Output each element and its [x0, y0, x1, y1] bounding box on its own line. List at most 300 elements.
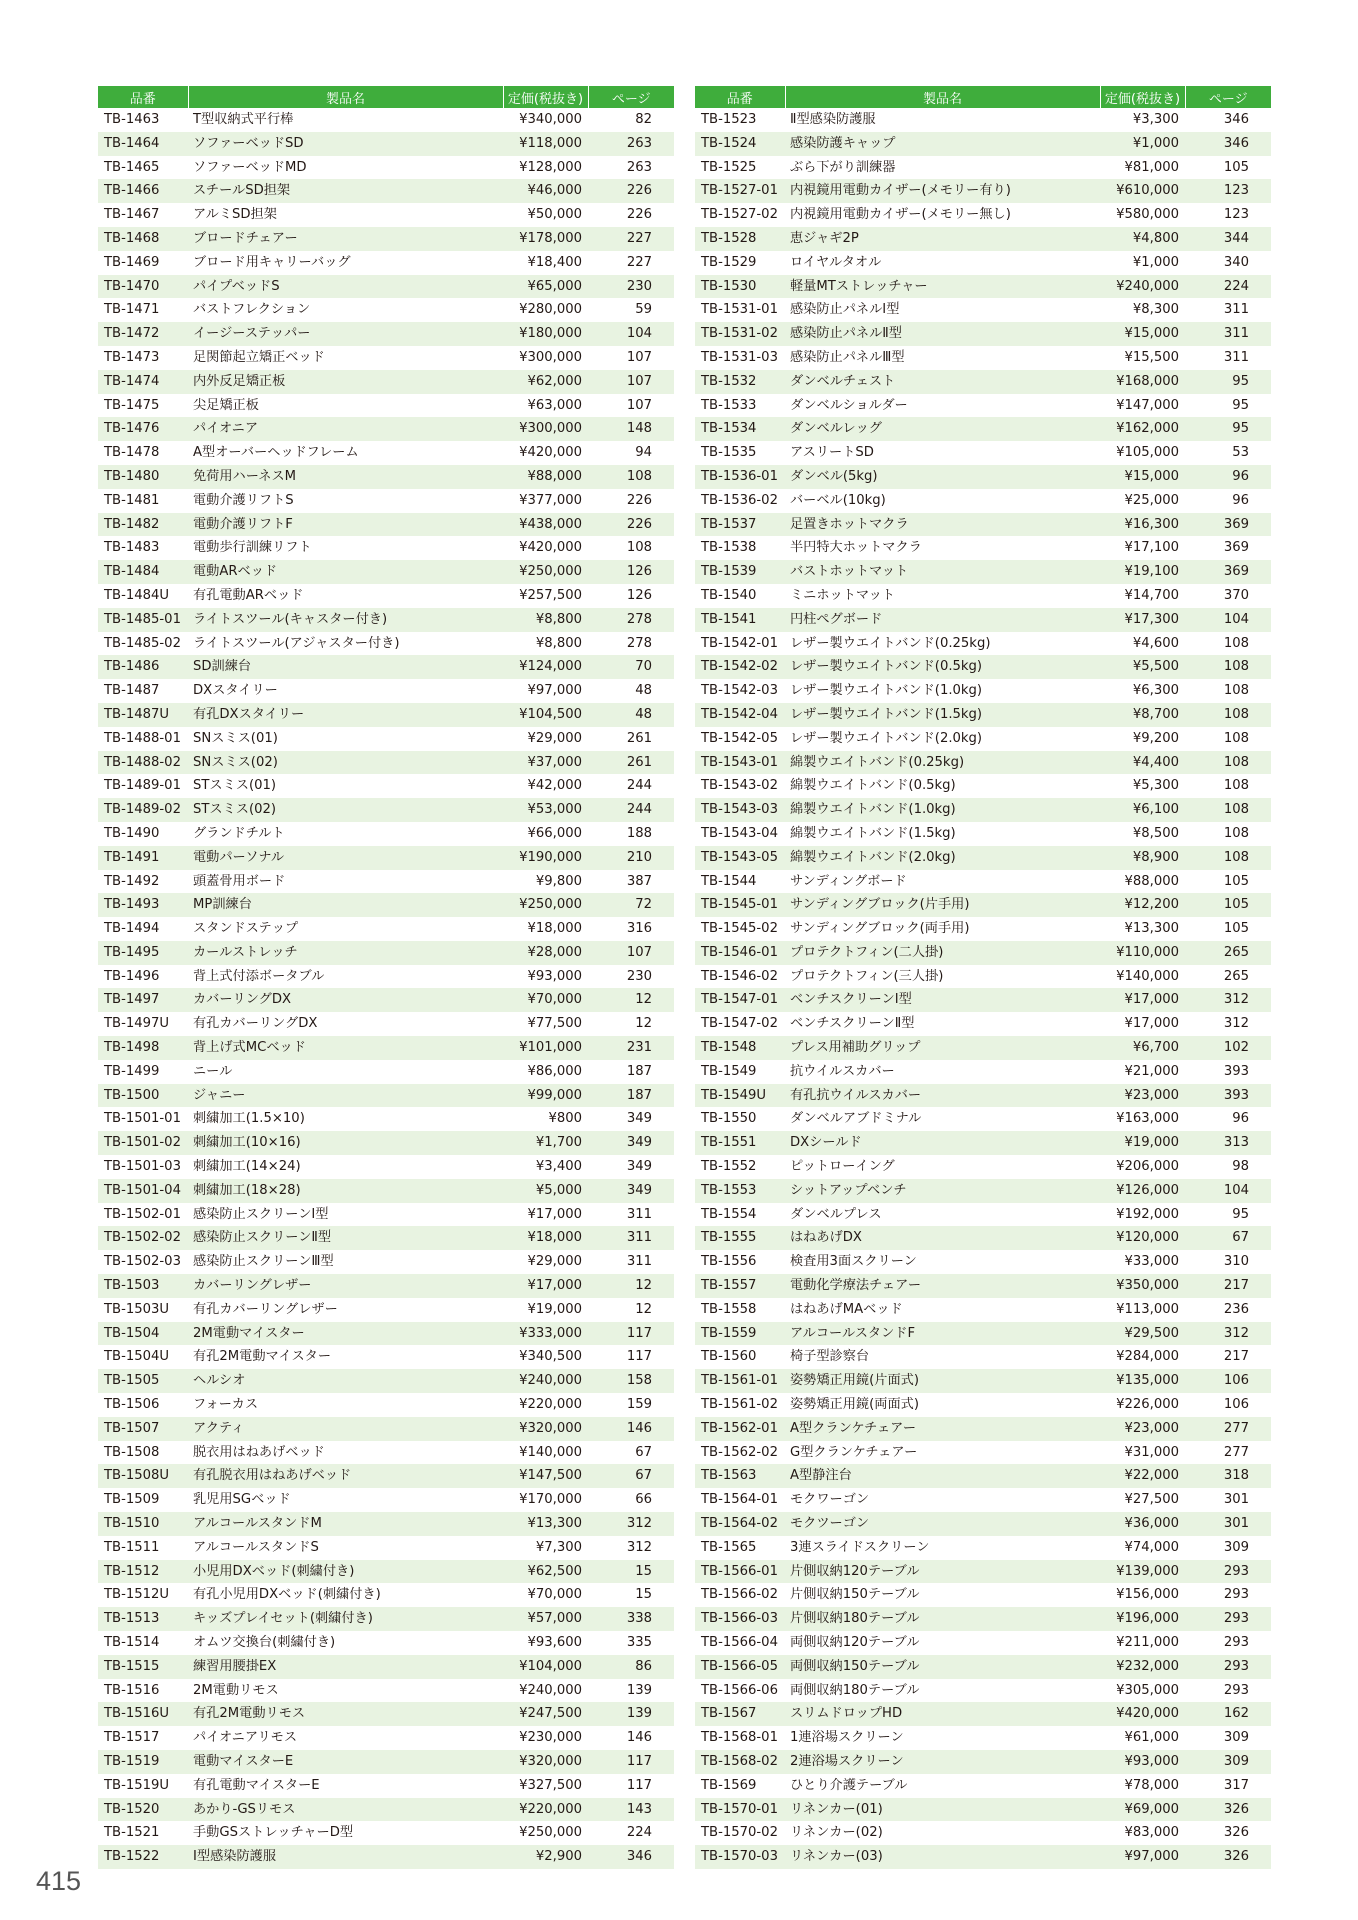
- table-row: [695, 632, 1271, 656]
- table-row: [695, 1036, 1271, 1060]
- product-name: SNスミス(01): [193, 730, 278, 746]
- product-price: ¥232,000: [1100, 1655, 1185, 1679]
- catalog-page: 311: [1185, 322, 1271, 346]
- catalog-page: 227: [588, 227, 674, 251]
- product-name: ダンベルレッグ: [785, 417, 1100, 441]
- product-code: TB-1551: [695, 1131, 785, 1155]
- product-price: ¥420,000: [519, 445, 582, 461]
- product-name: レザー製ウエイトバンド(1.0kg): [790, 683, 983, 699]
- product-price: ¥3,400: [535, 1159, 582, 1175]
- product-code: TB-1507: [98, 1417, 188, 1441]
- product-name: ダンベル(5kg): [785, 465, 1100, 489]
- catalog-page: 12: [635, 1016, 652, 1032]
- product-price: ¥81,000: [1124, 159, 1179, 175]
- product-name: A型静注台: [785, 1464, 1100, 1488]
- table-row: [98, 1179, 674, 1203]
- product-price: ¥300,000: [519, 349, 582, 365]
- product-price: ¥17,000: [503, 1274, 588, 1298]
- table-row: [98, 1274, 674, 1298]
- product-price: ¥15,000: [1100, 322, 1185, 346]
- product-name: 電動介護リフトS: [193, 492, 294, 508]
- product-code: TB-1555: [695, 1226, 785, 1250]
- product-name: Ⅱ型感染防護服: [790, 112, 876, 127]
- catalog-page: 108: [1223, 778, 1249, 794]
- product-code: TB-1511: [104, 1539, 160, 1555]
- catalog-page: 393: [1223, 1063, 1249, 1079]
- table-row: [98, 1607, 674, 1631]
- product-price: ¥33,000: [1124, 1254, 1179, 1270]
- table-row: [695, 822, 1271, 846]
- product-name: アルコールスタンドS: [193, 1539, 319, 1555]
- product-name: オムツ交換台(刺繍付き): [193, 1635, 336, 1650]
- catalog-page: 104: [1185, 1179, 1271, 1203]
- product-code: TB-1527-02: [701, 207, 778, 223]
- product-price: ¥97,000: [1100, 1845, 1185, 1869]
- product-code: TB-1478: [104, 445, 160, 461]
- product-code: TB-1545-02: [701, 921, 778, 937]
- product-name: 免荷用ハーネスM: [188, 465, 503, 489]
- table-row: [695, 1583, 1271, 1607]
- product-price: ¥196,000: [1100, 1607, 1185, 1631]
- product-code: TB-1545-01: [695, 893, 785, 917]
- product-name: 姿勢矯正用鏡(片面式): [785, 1369, 1100, 1393]
- product-price: ¥6,300: [1132, 683, 1179, 699]
- product-code: TB-1481: [104, 492, 160, 508]
- product-name: 感染防止スクリーンⅠ型: [193, 1206, 329, 1222]
- product-code: TB-1512U: [104, 1587, 170, 1603]
- product-name: ベンチスクリーンⅠ型: [785, 988, 1100, 1012]
- product-price: ¥7,300: [535, 1539, 582, 1555]
- table-row: [98, 1441, 674, 1465]
- product-code: TB-1567: [695, 1702, 785, 1726]
- catalog-page: 106: [1223, 1397, 1249, 1413]
- product-name: ヘルシオ: [188, 1369, 503, 1393]
- catalog-page: 117: [626, 1349, 652, 1365]
- product-price: ¥118,000: [503, 132, 588, 156]
- product-code: TB-1527-01: [695, 179, 785, 203]
- catalog-page: 108: [588, 465, 674, 489]
- product-price: ¥63,000: [527, 397, 582, 413]
- product-name: バーベル(10kg): [790, 492, 886, 508]
- table-row: [98, 536, 674, 560]
- product-code: TB-1489-01: [104, 778, 181, 794]
- product-name: キッズプレイセット(刺繍付き): [188, 1607, 503, 1631]
- product-code: TB-1566-04: [701, 1635, 778, 1650]
- table-row: [695, 1274, 1271, 1298]
- product-name: 刺繍加工(14×24): [193, 1159, 301, 1175]
- catalog-page: 369: [1185, 560, 1271, 584]
- catalog-page: 67: [588, 1464, 674, 1488]
- product-name: パイオニアリモス: [193, 1730, 298, 1746]
- table-row: [695, 370, 1271, 394]
- product-price: ¥170,000: [519, 1492, 582, 1508]
- table-row: [98, 751, 674, 775]
- product-code: TB-1508: [104, 1444, 160, 1460]
- catalog-page: 148: [588, 417, 674, 441]
- table-row: [695, 1369, 1271, 1393]
- catalog-page: 226: [588, 513, 674, 537]
- product-price: ¥12,200: [1100, 893, 1185, 917]
- catalog-page: 226: [626, 492, 652, 508]
- product-code: TB-1488-02: [98, 751, 188, 775]
- product-price: ¥226,000: [1116, 1397, 1179, 1413]
- table-row: [98, 1417, 674, 1441]
- product-code: TB-1500: [98, 1084, 188, 1108]
- product-name: 練習用腰掛EX: [188, 1655, 503, 1679]
- product-code: TB-1466: [98, 179, 188, 203]
- product-price: ¥438,000: [503, 513, 588, 537]
- product-name: 内視鏡用電動カイザー(メモリー有り): [785, 179, 1100, 203]
- product-name: 1連浴場スクリーン: [790, 1730, 904, 1746]
- product-code: TB-1546-02: [701, 968, 778, 984]
- product-name: 有孔小児用DXベッド(刺繍付き): [193, 1587, 381, 1603]
- catalog-page: 96: [1232, 1111, 1249, 1127]
- product-code: TB-1485-02: [104, 635, 181, 651]
- product-code: TB-1502-03: [104, 1254, 181, 1270]
- table-row: [98, 584, 674, 608]
- table-row: [695, 1774, 1271, 1798]
- product-name: ブロード用キャリーバッグ: [193, 254, 351, 270]
- table-row: [695, 1441, 1271, 1465]
- table-row: [98, 346, 674, 370]
- table-row: [695, 965, 1271, 989]
- product-name: カールストレッチ: [188, 941, 503, 965]
- product-name: バストフレクション: [193, 302, 311, 318]
- product-price: ¥610,000: [1100, 179, 1185, 203]
- product-name: アルコールスタンドF: [785, 1322, 1100, 1346]
- product-price: ¥250,000: [519, 1825, 582, 1841]
- product-code: TB-1566-03: [695, 1607, 785, 1631]
- catalog-page: 261: [588, 751, 674, 775]
- product-name: プロテクトフィン(三人掛): [790, 968, 944, 984]
- table-row: [695, 608, 1271, 632]
- product-price: ¥18,000: [527, 921, 582, 937]
- product-price: ¥8,500: [1132, 825, 1179, 841]
- product-name: カバーリングレザー: [188, 1274, 503, 1298]
- product-name: 電動介護リフトF: [188, 513, 503, 537]
- product-price: ¥78,000: [1124, 1777, 1179, 1793]
- product-code: TB-1501-02: [98, 1131, 188, 1155]
- product-code: TB-1570-03: [695, 1845, 785, 1869]
- table-row: [695, 1536, 1271, 1560]
- product-price: ¥19,000: [1100, 1131, 1185, 1155]
- table-row: [98, 1155, 674, 1179]
- product-name: 抗ウイルスカバー: [790, 1063, 895, 1079]
- product-code: TB-1550: [701, 1111, 757, 1127]
- product-name: 感染防止パネルⅢ型: [790, 349, 905, 365]
- product-price: ¥69,000: [1100, 1798, 1185, 1822]
- product-name: 背上式付添ボータブル: [193, 968, 325, 984]
- product-price: ¥83,000: [1124, 1825, 1179, 1841]
- product-code: TB-1532: [695, 370, 785, 394]
- catalog-page: 346: [588, 1845, 674, 1869]
- catalog-page: 312: [1185, 988, 1271, 1012]
- product-code: TB-1469: [104, 254, 160, 270]
- table-row: [695, 1679, 1271, 1703]
- catalog-page: 312: [1223, 1016, 1249, 1032]
- product-name: 両側収納150テーブル: [785, 1655, 1100, 1679]
- product-price: ¥140,000: [1116, 968, 1179, 984]
- product-price: ¥178,000: [503, 227, 588, 251]
- catalog-page: 107: [588, 941, 674, 965]
- product-name: 片側収納150テーブル: [790, 1587, 920, 1603]
- product-price: ¥240,000: [503, 1369, 588, 1393]
- product-code: TB-1474: [98, 370, 188, 394]
- catalog-page: 15: [588, 1560, 674, 1584]
- product-price: ¥135,000: [1100, 1369, 1185, 1393]
- product-code: TB-1570-01: [695, 1798, 785, 1822]
- product-price: ¥21,000: [1124, 1063, 1179, 1079]
- catalog-page: 313: [1185, 1131, 1271, 1155]
- product-price: ¥65,000: [503, 275, 588, 299]
- product-price: ¥8,300: [1132, 302, 1179, 318]
- product-price: ¥230,000: [519, 1730, 582, 1746]
- product-price: ¥124,000: [503, 655, 588, 679]
- product-code: TB-1566-05: [695, 1655, 785, 1679]
- product-code: TB-1566-02: [701, 1587, 778, 1603]
- table-row: [695, 251, 1271, 275]
- catalog-page: 105: [1223, 159, 1249, 175]
- table-row: [98, 1298, 674, 1322]
- table-row: [695, 1393, 1271, 1417]
- product-code: TB-1570-02: [701, 1825, 778, 1841]
- product-name: 半円特大ホットマクラ: [790, 540, 922, 556]
- catalog-page: 265: [1185, 941, 1271, 965]
- product-code: TB-1538: [701, 540, 757, 556]
- product-name: 円柱ペグボード: [785, 608, 1100, 632]
- product-name: アルミSD担架: [193, 207, 277, 223]
- product-price: ¥113,000: [1116, 1301, 1179, 1317]
- product-name: ブロードチェアー: [188, 227, 503, 251]
- table-row: [695, 703, 1271, 727]
- table-row: [98, 156, 674, 180]
- header-code: 品番: [98, 86, 188, 108]
- catalog-page: 95: [1185, 370, 1271, 394]
- product-name: ロイヤルタオル: [790, 254, 882, 270]
- table-row: [695, 1821, 1271, 1845]
- product-price: ¥62,500: [503, 1560, 588, 1584]
- table-row: [98, 394, 674, 418]
- catalog-page: 108: [1223, 635, 1249, 651]
- catalog-page: 369: [1223, 540, 1249, 556]
- product-code: TB-1543-02: [701, 778, 778, 794]
- product-name: パイプベッドS: [188, 275, 503, 299]
- catalog-page: 312: [626, 1539, 652, 1555]
- product-code: TB-1482: [98, 513, 188, 537]
- product-name: 綿製ウエイトバンド(2.0kg): [785, 846, 1100, 870]
- catalog-page: 316: [626, 921, 652, 937]
- header-price: 定価(税抜き): [503, 86, 588, 108]
- product-code: TB-1554: [701, 1206, 757, 1222]
- table-row: [98, 1012, 674, 1036]
- table-row: [695, 275, 1271, 299]
- catalog-page: 82: [635, 112, 652, 127]
- product-price: ¥247,500: [503, 1702, 588, 1726]
- product-price: ¥800: [548, 1111, 582, 1127]
- table-row: [98, 1583, 674, 1607]
- product-code: TB-1543-04: [701, 825, 778, 841]
- catalog-page: 48: [635, 683, 652, 699]
- table-row: [695, 1250, 1271, 1274]
- catalog-page: 349: [588, 1179, 674, 1203]
- table-row: [98, 1036, 674, 1060]
- table-row: [695, 870, 1271, 894]
- product-price: ¥9,800: [535, 873, 582, 889]
- product-name: 2M電動マイスター: [188, 1322, 503, 1346]
- product-name: ライトスツール(キャスター付き): [188, 608, 503, 632]
- catalog-page: 301: [1223, 1492, 1249, 1508]
- product-code: TB-1493: [98, 893, 188, 917]
- product-code: TB-1531-02: [695, 322, 785, 346]
- catalog-page: 126: [626, 587, 652, 603]
- catalog-page: 349: [626, 1159, 652, 1175]
- catalog-page: 53: [1232, 445, 1249, 461]
- catalog-page: 146: [626, 1730, 652, 1746]
- product-code: TB-1498: [98, 1036, 188, 1060]
- product-code: TB-1519: [98, 1750, 188, 1774]
- product-code: TB-1542-02: [695, 655, 785, 679]
- table-row: [98, 203, 674, 227]
- table-row: [98, 965, 674, 989]
- table-row: [695, 751, 1271, 775]
- product-price: ¥88,000: [503, 465, 588, 489]
- catalog-page: 105: [1185, 893, 1271, 917]
- product-code: TB-1512: [98, 1560, 188, 1584]
- product-price: ¥17,000: [1124, 1016, 1179, 1032]
- catalog-page: 293: [1185, 1607, 1271, 1631]
- product-price: ¥3,300: [1132, 112, 1179, 127]
- product-code: TB-1542-04: [695, 703, 785, 727]
- product-price: ¥580,000: [1116, 207, 1179, 223]
- product-name: 手動GSストレッチャーD型: [193, 1825, 354, 1841]
- catalog-page: 244: [588, 798, 674, 822]
- table-row: [98, 1679, 674, 1703]
- product-code: TB-1519U: [104, 1777, 170, 1793]
- product-price: ¥101,000: [503, 1036, 588, 1060]
- product-name: 姿勢矯正用鏡(両面式): [790, 1397, 919, 1413]
- product-code: TB-1562-02: [701, 1444, 778, 1460]
- product-price: ¥257,500: [519, 587, 582, 603]
- table-row: [695, 489, 1271, 513]
- product-price: ¥192,000: [1116, 1206, 1179, 1222]
- product-code: TB-1540: [701, 587, 757, 603]
- product-name: リネンカー(03): [785, 1845, 1100, 1869]
- product-price: ¥77,500: [527, 1016, 582, 1032]
- product-code: TB-1543-05: [695, 846, 785, 870]
- product-price: ¥163,000: [1116, 1111, 1179, 1127]
- catalog-page: 95: [1232, 397, 1249, 413]
- product-price: ¥31,000: [1124, 1444, 1179, 1460]
- product-name: はねあげMAベッド: [790, 1301, 903, 1317]
- product-code: TB-1523: [701, 112, 757, 127]
- product-name: MP訓練台: [188, 893, 503, 917]
- product-name: レザー製ウエイトバンド(0.5kg): [785, 655, 1100, 679]
- catalog-page: 369: [1185, 513, 1271, 537]
- product-price: ¥46,000: [503, 179, 588, 203]
- table-row: [98, 465, 674, 489]
- product-price: ¥190,000: [503, 846, 588, 870]
- product-code: TB-1528: [695, 227, 785, 251]
- header-page: ページ: [588, 86, 674, 108]
- product-code: TB-1542-03: [701, 683, 778, 699]
- product-code: TB-1485-01: [98, 608, 188, 632]
- product-code: TB-1530: [695, 275, 785, 299]
- header-price: 定価(税抜き): [1100, 86, 1185, 108]
- product-code: TB-1549: [701, 1063, 757, 1079]
- catalog-page: 311: [626, 1254, 652, 1270]
- table-row: [695, 1131, 1271, 1155]
- product-code: TB-1531-01: [701, 302, 778, 318]
- table-row: [695, 655, 1271, 679]
- catalog-page: 346: [1223, 112, 1249, 127]
- product-price: ¥29,500: [1100, 1322, 1185, 1346]
- catalog-page: 12: [588, 1274, 674, 1298]
- product-price: ¥250,000: [503, 560, 588, 584]
- table-row: [98, 917, 674, 941]
- table-row: [98, 822, 674, 846]
- catalog-page: 227: [626, 254, 652, 270]
- product-code: TB-1494: [104, 921, 160, 937]
- product-name: ダンベルチェスト: [785, 370, 1100, 394]
- catalog-page: 293: [1223, 1587, 1249, 1603]
- table-row: [695, 1060, 1271, 1084]
- table-row: [695, 203, 1271, 227]
- product-code: TB-1531-03: [701, 349, 778, 365]
- product-code: TB-1533: [701, 397, 757, 413]
- catalog-page: 104: [588, 322, 674, 346]
- product-name: レザー製ウエイトバンド(0.25kg): [790, 635, 991, 651]
- product-name: 有孔カバーリングDX: [193, 1016, 318, 1032]
- product-price: ¥333,000: [503, 1322, 588, 1346]
- catalog-page: 146: [588, 1417, 674, 1441]
- product-price: ¥420,000: [1100, 1702, 1185, 1726]
- product-name: 脱衣用はねあげベッド: [193, 1444, 325, 1460]
- catalog-page: 217: [1223, 1349, 1249, 1365]
- product-price: ¥74,000: [1124, 1539, 1179, 1555]
- product-price: ¥99,000: [503, 1084, 588, 1108]
- product-name: ミニホットマット: [790, 587, 895, 603]
- product-price: ¥5,000: [503, 1179, 588, 1203]
- product-name: 有孔抗ウイルスカバー: [785, 1084, 1100, 1108]
- product-name: 感染防止スクリーンⅢ型: [193, 1254, 334, 1270]
- header-name: 製品名: [188, 86, 503, 108]
- catalog-page: 311: [1223, 302, 1249, 318]
- table-row: [98, 370, 674, 394]
- table-row: [98, 1393, 674, 1417]
- product-price: ¥8,800: [535, 635, 582, 651]
- product-price: ¥97,000: [527, 683, 582, 699]
- catalog-page: 94: [635, 445, 652, 461]
- table-row: [695, 513, 1271, 537]
- table-row: [98, 988, 674, 1012]
- product-code: TB-1502-01: [104, 1206, 181, 1222]
- product-code: TB-1520: [98, 1798, 188, 1822]
- catalog-page: 123: [1223, 207, 1249, 223]
- product-name: DXシールド: [785, 1131, 1100, 1155]
- product-price: ¥156,000: [1116, 1587, 1179, 1603]
- product-code: TB-1501-03: [104, 1159, 181, 1175]
- product-name: ニール: [193, 1063, 233, 1079]
- product-code: TB-1536-02: [701, 492, 778, 508]
- product-code: TB-1522: [98, 1845, 188, 1869]
- catalog-page: 187: [588, 1084, 674, 1108]
- product-name: Ⅰ型感染防護服: [188, 1845, 503, 1869]
- table-row: [98, 941, 674, 965]
- product-code: TB-1465: [104, 159, 160, 175]
- catalog-page: 104: [1185, 608, 1271, 632]
- catalog-page: 12: [588, 988, 674, 1012]
- product-price: ¥320,000: [503, 1750, 588, 1774]
